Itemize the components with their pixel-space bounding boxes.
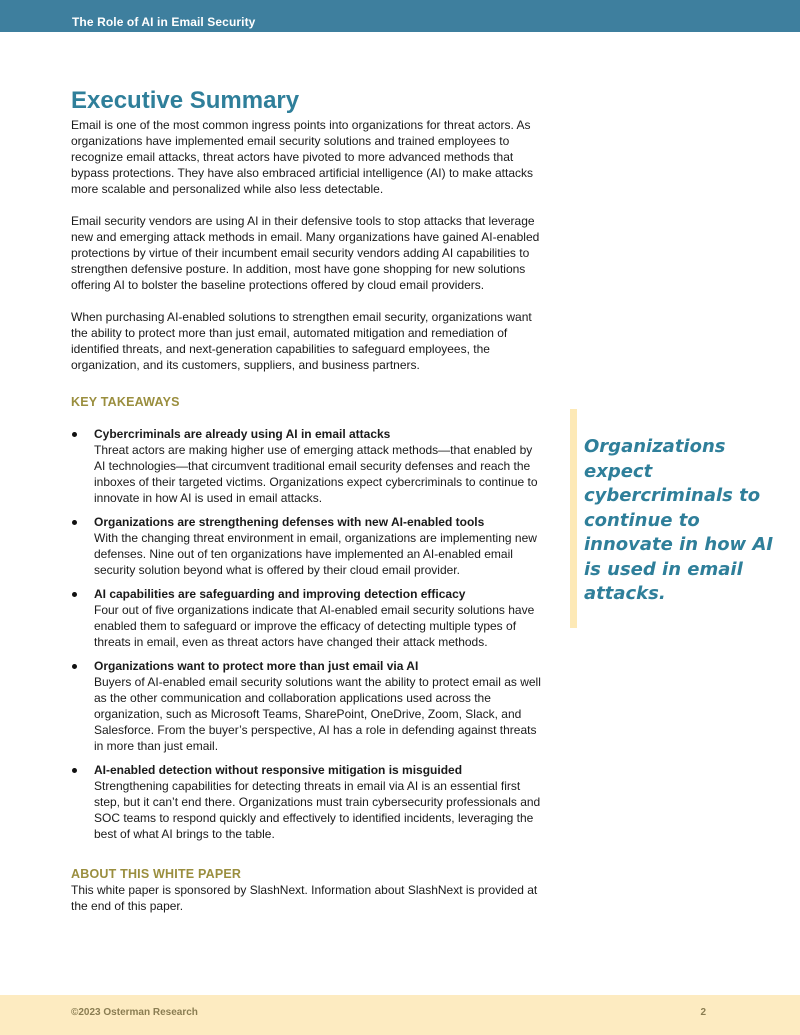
sidebar-accent-rule [570,409,577,628]
takeaway-text: Strengthening capabilities for detecting threats in email via AI is an essential first step, but it can’t end there. Organizations must train cybersecurity professionals and SOC teams to respond quickly and effectively to identified incidents, leveraging the best of what AI brings to the table. [94,779,541,841]
summary-paragraph: When purchasing AI-enabled solutions to strengthen email security, organizations want the ability to protect more than just email, automated mitigation and remediation of identified threats, and next-generation capabilities to safeguard employees, the organization, and its customers, suppliers, and business partners. [71,310,532,372]
about-heading: ABOUT THIS WHITE PAPER [71,867,242,881]
list-item [71,762,541,842]
takeaway-title: AI-enabled detection without responsive mitigation is misguided [94,763,463,777]
about-text: This white paper is sponsored by SlashNext. Information about SlashNext is provided at the end of this paper. [71,883,538,913]
takeaway-text: Four out of five organizations indicate that AI-enabled email security solutions have enabled them to safeguard or improve the efficacy of detecting multiple types of threats in email, even as threat actors have changed their attack methods. [94,603,535,649]
list-item [71,658,541,754]
takeaway-title: Organizations are strengthening defenses with new AI-enabled tools [94,515,485,529]
takeaway-title: Cybercriminals are already using AI in email attacks [94,427,391,441]
bullet-icon [72,520,77,525]
takeaway-title: Organizations want to protect more than just email via AI [94,659,419,673]
takeaway-title: AI capabilities are safeguarding and improving detection efficacy [94,587,466,601]
takeaway-text: Buyers of AI-enabled email security solutions want the ability to protect email as well as the other communication and collaboration applications used across the organization, such as Microsoft Teams, SharePoint, OneDrive, Zoom, Slack, and Salesforce. From the buyer’s perspective, AI has a role in defending against threats in more than just email. [94,675,541,753]
takeaway-text: With the changing threat environment in email, organizations are implementing new defenses. Nine out of ten organizations have implemented an AI-enabled email security solution beyond what is offered by their cloud email provider. [94,531,537,577]
takeaway-text: Threat actors are making higher use of emerging attack methods—that enabled by AI technologies—that circumvent traditional email security defenses and reach the inboxes of their targeted victims. Organizations expect cybercriminals to continue to innovate in how AI is used in email attacks. [94,443,538,505]
header-title: The Role of AI in Email Security [72,15,256,29]
takeaways-list [71,426,541,842]
list-item [71,586,541,650]
bullet-icon [72,768,77,773]
page-number: 2 [700,1007,706,1018]
footer-bar [0,995,800,1035]
list-item [71,514,541,578]
bullet-icon [72,592,77,597]
header-bar [0,0,800,32]
footer-copyright: ©2023 Osterman Research [71,1007,198,1018]
main-content [71,86,541,914]
list-item [71,426,541,506]
page-title: Executive Summary [71,87,300,114]
summary-paragraph: Email is one of the most common ingress points into organizations for threat actors. As organizations have implemented email security solutions and trained employees to recognize email attacks, threat actors have pivoted to more advanced methods that bypass protections. They have also embraced artificial intelligence (AI) to make attacks more scalable and personalized while also less detectable. [71,118,533,196]
bullet-icon [72,664,77,669]
key-takeaways-heading: KEY TAKEAWAYS [71,395,180,409]
bullet-icon [72,432,77,437]
summary-paragraph: Email security vendors are using AI in their defensive tools to stop attacks that leverage new and emerging attack methods in email. Many organizations have gained AI-enabled protections by virtue of their incumbent email security vendors adding AI capabilities to strengthen defensive posture. In addition, most have gone shopping for new solutions offering AI to bolster the baseline protections offered by cloud email providers. [71,214,540,292]
pull-quote: Organizations expect cybercriminals to continue to innovate in how AI is used in email attacks. [584,436,774,604]
